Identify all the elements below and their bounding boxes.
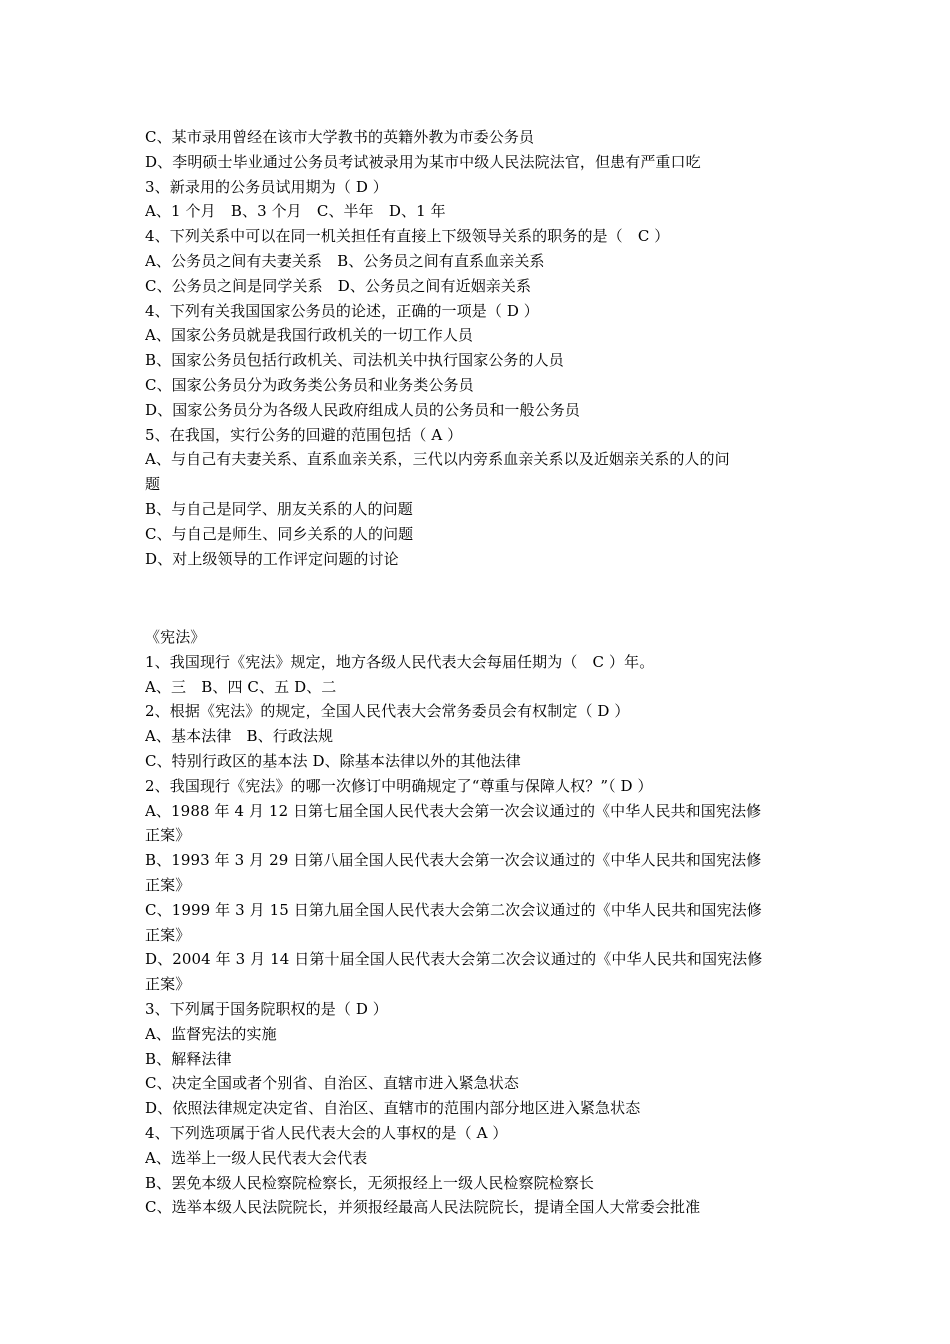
text-line: A、国家公务员就是我国行政机关的一切工作人员 — [145, 326, 474, 345]
text-line: 4、下列关系中可以在同一机关担任有直接上下级领导关系的职务的是（ C ） — [145, 227, 670, 246]
text-line: B、国家公务员包括行政机关、司法机关中执行国家公务的人员 — [145, 351, 564, 370]
text-line: B、1993 年 3 月 29 日第八届全国人民代表大会第一次会议通过的《中华人民共和国宪法修 — [145, 851, 762, 870]
text-line: 1、我国现行《宪法》规定，地方各级人民代表大会每届任期为（ C ）年。 — [145, 652, 655, 671]
text-line: 5、在我国，实行公务的回避的范围包括（ A ） — [145, 425, 463, 444]
text-line: 正案》 — [145, 925, 191, 944]
text-line: C、选举本级人民法院院长，并须报经最高人民法院院长，提请全国人大常委会批准 — [145, 1198, 701, 1217]
text-line: C、特别行政区的基本法 D、除基本法律以外的其他法律 — [145, 751, 521, 770]
text-line: 2、我国现行《宪法》的哪一次修订中明确规定了“尊重与保障人权？”（ D ） — [145, 776, 653, 795]
text-line: C、某市录用曾经在该市大学教书的英籍外教为市委公务员 — [145, 128, 535, 146]
text-line: 正案》 — [145, 875, 191, 894]
constitution-questions — [145, 625, 815, 1220]
text-line: 3、新录用的公务员试用期为（ D ） — [145, 177, 388, 196]
text-line: C、国家公务员分为政务类公务员和业务类公务员 — [145, 375, 474, 394]
text-line: 4、下列选项属于省人民代表大会的人事权的是（ A ） — [145, 1123, 508, 1142]
text-line: A、1988 年 4 月 12 日第七届全国人民代表大会第一次会议通过的《中华人民共和国宪法修 — [145, 801, 762, 820]
text-line: 4、下列有关我国国家公务员的论述，正确的一项是（ D ） — [145, 301, 539, 320]
text-line: D、李明硕士毕业通过公务员考试被录用为某市中级人民法院法官，但患有严重口吃 — [145, 152, 701, 171]
text-line: D、国家公务员分为各级人民政府组成人员的公务员和一般公务员 — [145, 400, 580, 419]
text-line: C、与自己是师生、同乡关系的人的问题 — [145, 524, 414, 543]
text-line: B、与自己是同学、朋友关系的人的问题 — [145, 499, 413, 518]
text-line: A、与自己有夫妻关系、直系血亲关系，三代以内旁系血亲关系以及近姻亲关系的人的问 — [145, 450, 730, 469]
text-line: D、2004 年 3 月 14 日第十届全国人民代表大会第二次会议通过的《中华人民共和国宪法修 — [145, 950, 763, 969]
text-line: 正案》 — [145, 975, 191, 994]
text-line: C、公务员之间是同学关系 D、公务员之间有近姻亲关系 — [145, 276, 532, 295]
civil-servant-questions — [145, 125, 815, 571]
text-line: D、依照法律规定决定省、自治区、直辖市的范围内部分地区进入紧急状态 — [145, 1099, 641, 1118]
text-line: A、三 B、四 C、五 D、二 — [145, 677, 337, 696]
text-line: D、对上级领导的工作评定问题的讨论 — [145, 549, 399, 568]
text-line: 正案》 — [145, 826, 191, 845]
text-line: B、罢免本级人民检察院检察长，无须报经上一级人民检察院检察长 — [145, 1173, 595, 1192]
text-line: A、监督宪法的实施 — [145, 1024, 277, 1043]
text-line: A、选举上一级人民代表大会代表 — [145, 1148, 368, 1167]
text-line: A、1 个月 B、3 个月 C、半年 D、1 年 — [145, 202, 446, 221]
section-heading: 《宪法》 — [145, 628, 206, 646]
text-line: 3、下列属于国务院职权的是（ D ） — [145, 999, 388, 1018]
text-line: A、公务员之间有夫妻关系 B、公务员之间有直系血亲关系 — [145, 251, 545, 270]
text-line: 2、根据《宪法》的规定，全国人民代表大会常务委员会有权制定（ D ） — [145, 702, 630, 721]
text-line: B、解释法律 — [145, 1049, 232, 1068]
text-line: C、决定全国或者个别省、自治区、直辖市进入紧急状态 — [145, 1074, 519, 1093]
text-line: C、1999 年 3 月 15 日第九届全国人民代表大会第二次会议通过的《中华人民共和国宪法修 — [145, 900, 762, 919]
text-line: A、基本法律 B、行政法规 — [145, 727, 334, 746]
text-line: 题 — [145, 475, 161, 494]
